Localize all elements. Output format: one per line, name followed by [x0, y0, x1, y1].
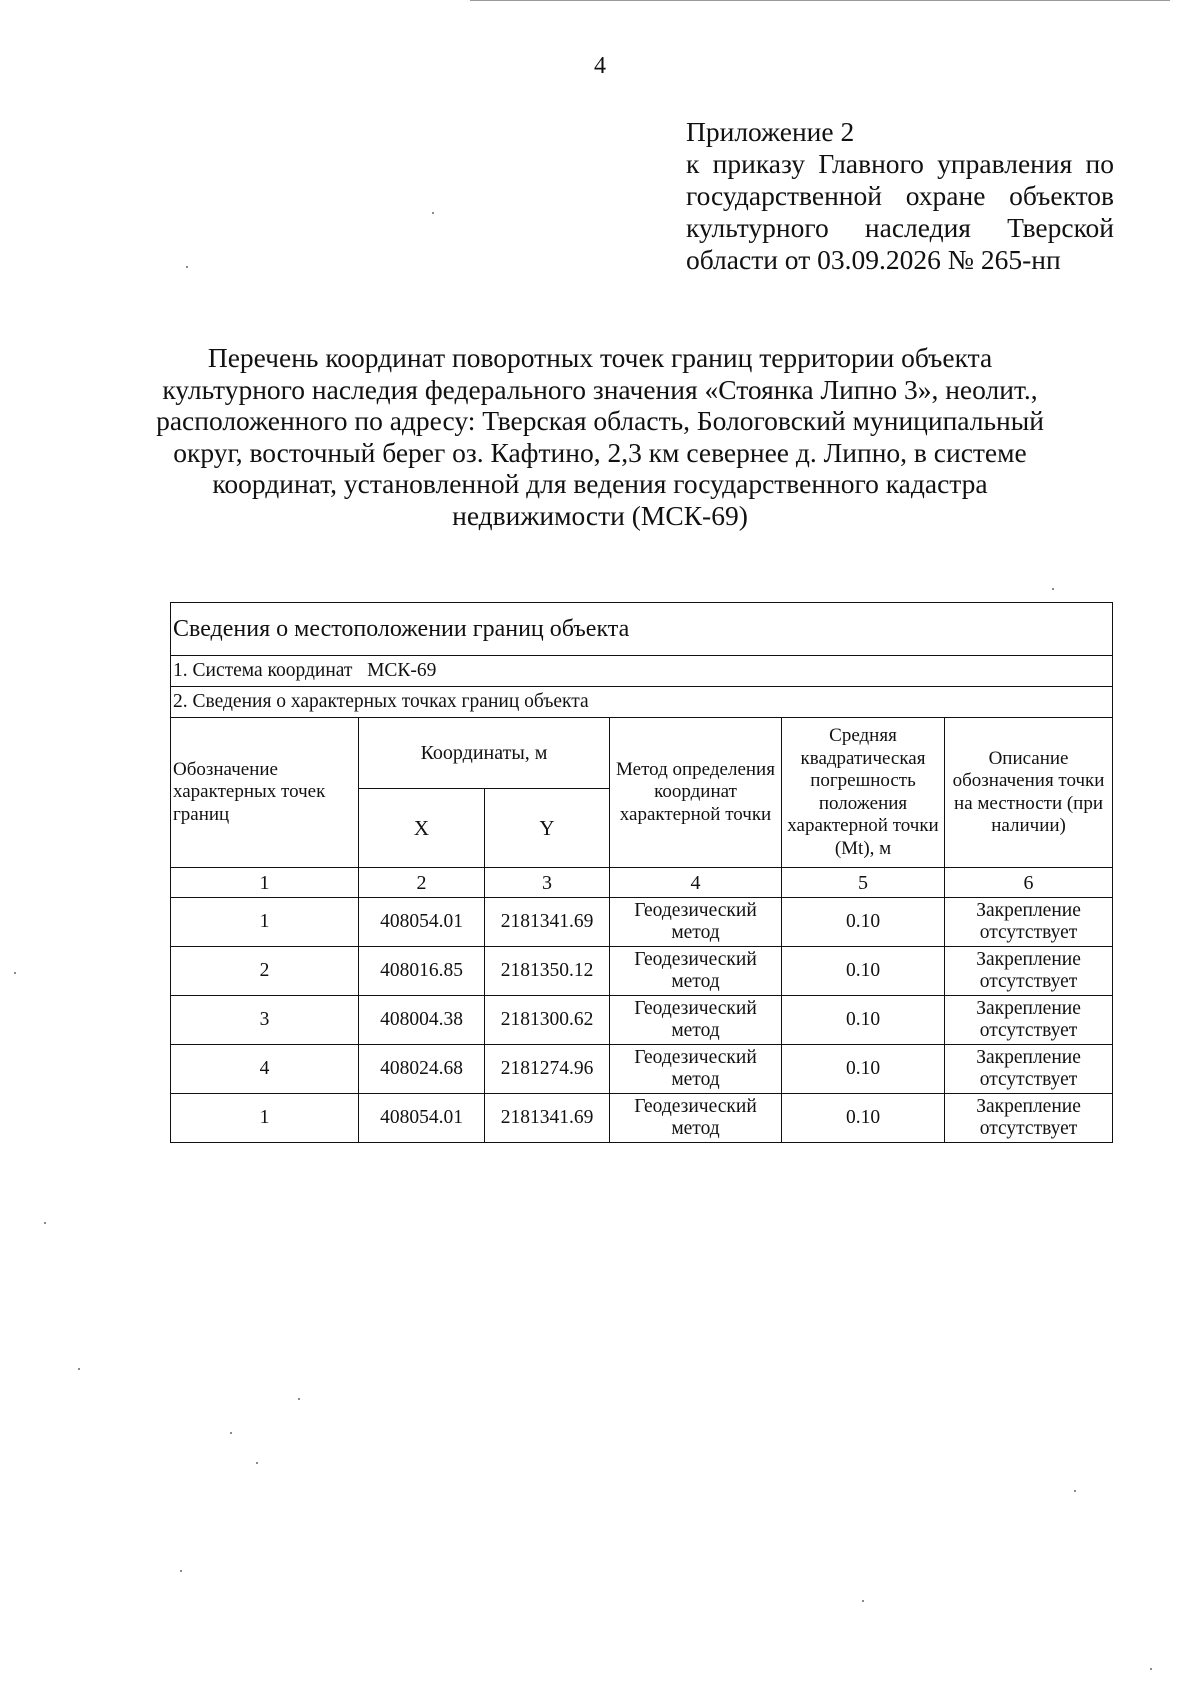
- appendix-line: области от 03.09.2026 № 265-нп: [686, 244, 1061, 275]
- cell-x: 408054.01: [359, 1094, 485, 1143]
- appendix-line: государственной охране объектов: [686, 180, 1114, 211]
- table-row: [171, 947, 1113, 996]
- scan-speck: [1150, 1668, 1152, 1670]
- cell-x: 408004.38: [359, 996, 485, 1045]
- cell-point: 1: [171, 898, 359, 947]
- table-row: [171, 1094, 1113, 1143]
- column-number: 3: [485, 868, 610, 898]
- column-number: 6: [945, 868, 1113, 898]
- cell-point: 1: [171, 1094, 359, 1143]
- table-header-row: [171, 718, 1113, 789]
- scan-speck: [230, 1432, 232, 1434]
- appendix-line: культурного наследия Тверской: [686, 212, 1114, 243]
- title-line: расположенного по адресу: Тверская область, Бологовский муниципальный: [156, 405, 1044, 436]
- cell-method: Геодезический метод: [610, 996, 782, 1045]
- scan-speck: [186, 266, 188, 268]
- title-line: недвижимости (МСК-69): [452, 499, 748, 531]
- column-number: 5: [782, 868, 945, 898]
- cell-y: 2181341.69: [485, 898, 610, 947]
- cell-description: Закрепление отсутствует: [945, 898, 1113, 947]
- cell-point: 3: [171, 996, 359, 1045]
- cell-error: 0.10: [782, 898, 945, 947]
- coordinate-system-label: 1. Система координат МСК-69: [171, 656, 1113, 687]
- appendix-line: к приказу Главного управления по: [686, 148, 1114, 179]
- scan-speck: [298, 1398, 300, 1400]
- appendix-block: [686, 116, 1114, 276]
- column-number: 4: [610, 868, 782, 898]
- cell-description: Закрепление отсутствует: [945, 996, 1113, 1045]
- scan-speck: [78, 1368, 80, 1370]
- page-number: 4: [594, 53, 606, 79]
- scan-speck: [44, 1222, 46, 1224]
- header-x: X: [359, 789, 485, 868]
- cell-description: Закрепление отсутствует: [945, 1045, 1113, 1094]
- scan-speck: [256, 1462, 258, 1464]
- header-method: Метод определения координат характерной точки: [610, 718, 782, 868]
- scan-speck: [14, 972, 16, 974]
- table-row: [171, 898, 1113, 947]
- cell-point: 2: [171, 947, 359, 996]
- title-line: координат, установленной для ведения государственного кадастра: [212, 468, 988, 499]
- cell-y: 2181274.96: [485, 1045, 610, 1094]
- table-section-row: [171, 603, 1113, 656]
- title-line: округ, восточный берег оз. Кафтино, 2,3 км севернее д. Липно, в системе: [173, 436, 1027, 468]
- scan-speck: [180, 1570, 182, 1572]
- cell-method: Геодезический метод: [610, 947, 782, 996]
- title-line: культурного наследия федерального значения «Стоянка Липно 3», неолит.,: [162, 373, 1038, 405]
- header-error: Средняя квадратическая погрешность положения характерной точки (Mt), м: [782, 718, 945, 868]
- cell-x: 408024.68: [359, 1045, 485, 1094]
- cell-description: Закрепление отсутствует: [945, 947, 1113, 996]
- column-number: 1: [171, 868, 359, 898]
- header-y: Y: [485, 789, 610, 868]
- appendix-title: Приложение 2: [686, 116, 855, 147]
- document-title: [150, 342, 1050, 531]
- cell-point: 4: [171, 1045, 359, 1094]
- cell-error: 0.10: [782, 1045, 945, 1094]
- scan-speck: [1052, 588, 1054, 590]
- table-row: [171, 996, 1113, 1045]
- cell-method: Геодезический метод: [610, 898, 782, 947]
- cell-error: 0.10: [782, 996, 945, 1045]
- top-edge-rule: [470, 0, 1170, 1]
- coordinates-table: [170, 602, 1113, 1143]
- cell-description: Закрепление отсутствует: [945, 1094, 1113, 1143]
- scan-speck: [432, 212, 434, 214]
- table-row: [171, 1045, 1113, 1094]
- cell-error: 0.10: [782, 947, 945, 996]
- cell-y: 2181341.69: [485, 1094, 610, 1143]
- cell-method: Геодезический метод: [610, 1045, 782, 1094]
- column-number-row: [171, 868, 1113, 898]
- scan-speck: [1074, 1490, 1076, 1492]
- header-coordinates: Координаты, м: [359, 718, 610, 789]
- scan-speck: [862, 1600, 864, 1602]
- header-designation: Обозначение характерных точек границ: [171, 718, 359, 868]
- cell-x: 408016.85: [359, 947, 485, 996]
- cell-y: 2181350.12: [485, 947, 610, 996]
- cell-error: 0.10: [782, 1094, 945, 1143]
- table-points-row: [171, 687, 1113, 718]
- cell-y: 2181300.62: [485, 996, 610, 1045]
- section-title: Сведения о местоположении границ объекта: [171, 603, 1113, 656]
- table-system-row: [171, 656, 1113, 687]
- cell-x: 408054.01: [359, 898, 485, 947]
- points-section-label: 2. Сведения о характерных точках границ объекта: [171, 687, 1113, 718]
- header-description: Описание обозначения точки на местности (при наличии): [945, 718, 1113, 868]
- cell-method: Геодезический метод: [610, 1094, 782, 1143]
- title-line: Перечень координат поворотных точек границ территории объекта: [207, 342, 993, 373]
- column-number: 2: [359, 868, 485, 898]
